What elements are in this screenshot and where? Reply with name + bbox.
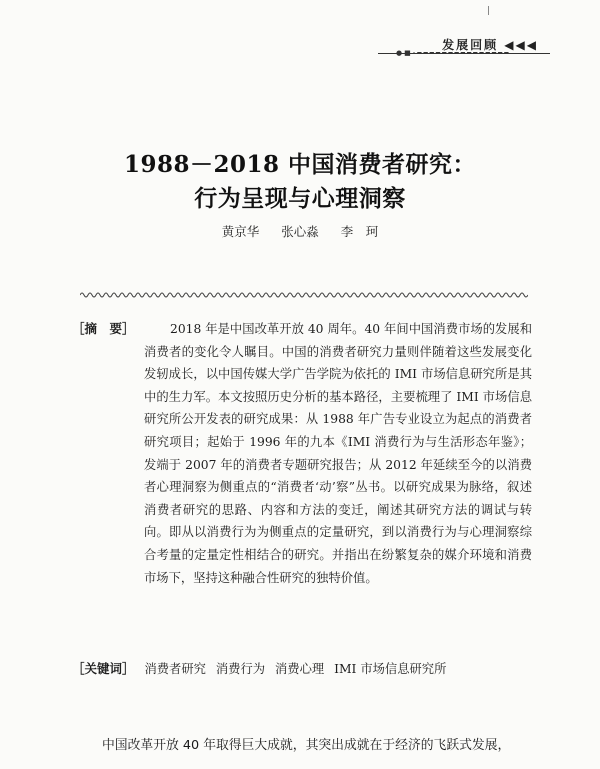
author-name: 李 珂 (340, 224, 379, 239)
scan-mark (488, 6, 489, 15)
abstract-block (72, 318, 532, 589)
author-name: 张心淼 (281, 224, 319, 239)
abstract-text: 2018 年是中国改革开放 40 周年。40 年间中国消费市场的发展和消费者的变化令人瞩目。中国的消费者研究力量则伴随着这些发展变化发轫成长，以中国传媒大学广告学院为依托的 IMI 市场信息研究所是其中的生力军。本文按照历史分析的基本路径，主要梳理了 IMI 市场信息研究所公开发表的研究成果：从 1988 年广告专业设立为起点的消费者研究项目；起始于 1996 年的九本《IMI 消费行为与生活形态年鉴》；发端于 2007 年的消费者专题研究报告；从 2012 年延续至今的以消费者心理洞察为侧重点的“消费者‘动’察”丛书。以研究成果为脉络，叙述消费者研究的思路、内容和方法的变迁，阐述其研究方法的调试与转向。即从以消费行为为侧重点的定量研究，到以消费行为与心理洞察综合考量的定量定性相结合的研究。并指出在纷繁复杂的媒介环境和消费市场下，坚持这种融合性研究的独特价值。 (144, 322, 532, 585)
section-tag: 发展回顾 ◀◀◀ (442, 38, 538, 52)
decorative-wave-divider (80, 290, 528, 300)
abstract-label: ［摘 要］ (72, 321, 135, 336)
author-name: 黄京华 (221, 224, 260, 239)
author-list (0, 222, 600, 240)
keywords-label: ［关键词］ (72, 661, 135, 676)
keyword: 消费者研究 (144, 662, 206, 676)
body-first-line: 中国改革开放 40 年取得巨大成就，其突出成就在于经济的飞跃式发展， (102, 738, 511, 753)
article-title-line-2: 行为呈现与心理洞察 (194, 185, 406, 212)
keywords-block (72, 659, 542, 677)
keyword: 消费心理 (274, 662, 325, 676)
article-title-line-1: 1988－2018 中国消费者研究： (123, 151, 477, 178)
header-dots: ●■-━━━━━━━━━━━━━━━ (396, 49, 511, 57)
keyword: IMI 市场信息研究所 (334, 662, 447, 676)
keyword: 消费行为 (215, 662, 266, 676)
